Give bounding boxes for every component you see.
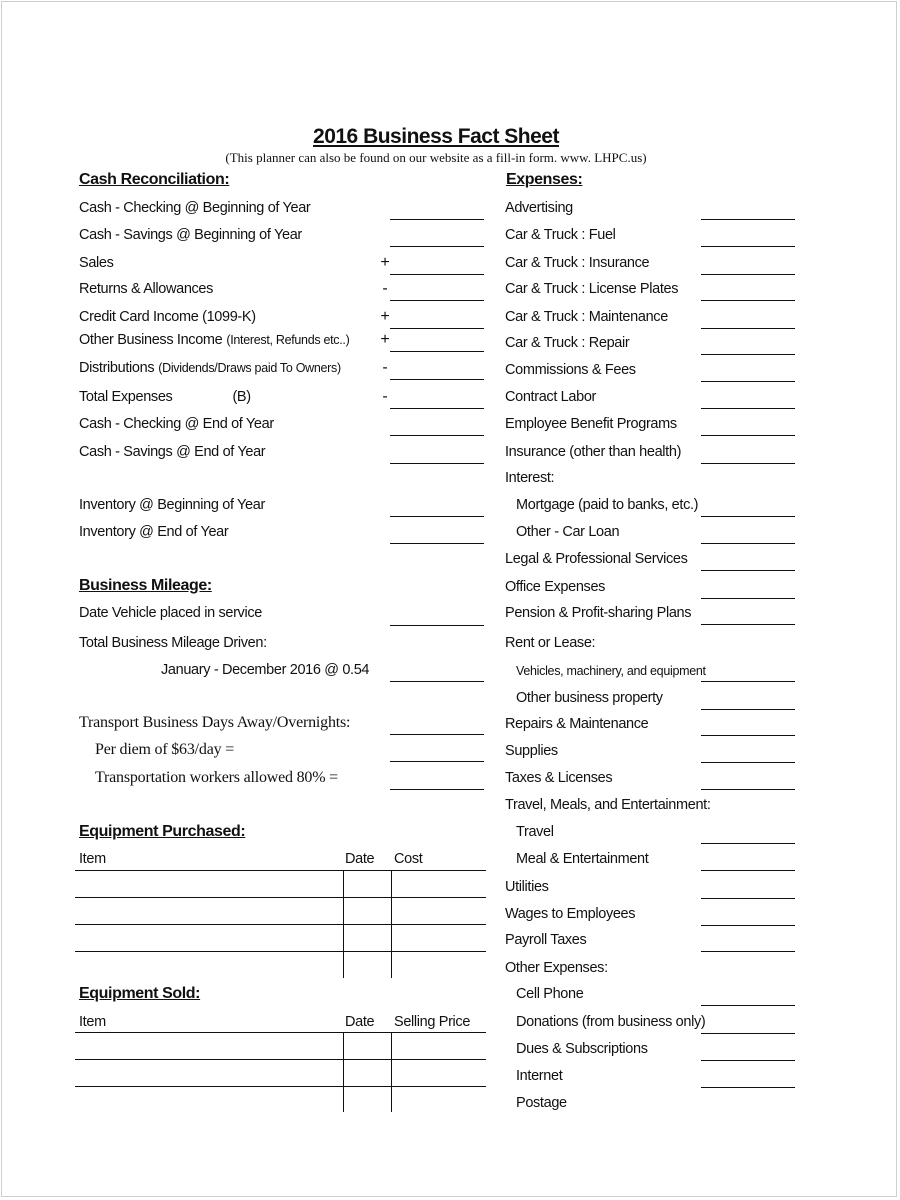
- cash-item-text: Other Business Income: [79, 332, 223, 348]
- expense-item-field[interactable]: [701, 598, 795, 599]
- mileage-rate-field[interactable]: [390, 681, 484, 682]
- expense-item-field[interactable]: [701, 543, 795, 544]
- cash-item-note: (Dividends/Draws paid To Owners): [158, 361, 341, 375]
- expense-item-field[interactable]: [701, 925, 795, 926]
- cash-item-field[interactable]: [390, 516, 484, 517]
- cash-item-field[interactable]: [390, 379, 484, 380]
- cash-item-label: [79, 524, 228, 540]
- date-vehicle-placed-field[interactable]: [390, 625, 484, 626]
- expense-item-field[interactable]: [701, 709, 795, 710]
- cash-item-label: [79, 444, 265, 460]
- expense-item-field[interactable]: [701, 735, 795, 736]
- expense-item-field[interactable]: [701, 1033, 795, 1034]
- expense-item-label: Supplies: [505, 743, 558, 759]
- cash-item-label: [79, 497, 265, 513]
- expense-item-field[interactable]: [701, 1060, 795, 1061]
- sold-col-item: Item: [79, 1014, 106, 1030]
- expense-item-label: Vehicles, machinery, and equipment: [516, 664, 706, 678]
- cash-item-note: (Interest, Refunds etc..): [226, 333, 350, 347]
- total-mileage-label: Total Business Mileage Driven:: [79, 635, 267, 651]
- sold-col-date: Date: [345, 1014, 375, 1030]
- expense-item-label: Wages to Employees: [505, 906, 636, 922]
- cash-item-field[interactable]: [390, 463, 484, 464]
- cash-item-text: Sales: [79, 255, 114, 271]
- expense-item-field[interactable]: [701, 789, 795, 790]
- cash-item-label: [79, 200, 310, 216]
- expense-item-label: Cell Phone: [516, 986, 584, 1002]
- cash-item-text: Cash - Savings @ End of Year: [79, 444, 266, 460]
- expense-item-field[interactable]: [701, 570, 795, 571]
- cash-item-text: Credit Card Income (1099-K): [79, 309, 256, 325]
- cash-item-marker: (B): [232, 389, 251, 405]
- equipment-purchased-heading: Equipment Purchased:: [79, 823, 246, 840]
- cash-item-label: [79, 360, 341, 376]
- purchased-table-line: [75, 870, 486, 871]
- expense-item-field[interactable]: [701, 408, 795, 409]
- transport-workers-field[interactable]: [390, 789, 484, 790]
- cash-reconciliation-heading: Cash Reconciliation:: [79, 171, 230, 188]
- cash-item-text: Total Expenses: [79, 389, 173, 405]
- expense-item-field[interactable]: [701, 246, 795, 247]
- expense-item-field[interactable]: [701, 1005, 795, 1006]
- transport-days-field[interactable]: [390, 734, 484, 735]
- expense-item-label: Other Expenses:: [505, 960, 608, 976]
- cash-item-text: Cash - Savings @ Beginning of Year: [79, 227, 302, 243]
- purchased-table-divider: [391, 870, 392, 978]
- expense-item-field[interactable]: [701, 381, 795, 382]
- expense-item-label: Internet: [516, 1068, 563, 1084]
- cash-item-label: [79, 227, 302, 243]
- purchased-table-row[interactable]: [75, 951, 486, 952]
- cash-item-label: [79, 416, 274, 432]
- cash-item-sign: +: [380, 308, 390, 325]
- expense-item-field[interactable]: [701, 300, 795, 301]
- mileage-rate-label: January - December 2016 @ 0.54: [161, 662, 370, 678]
- expense-item-label: Donations (from business only): [516, 1014, 706, 1030]
- expense-item-field[interactable]: [701, 463, 795, 464]
- cash-item-field[interactable]: [390, 274, 484, 275]
- per-diem-field[interactable]: [390, 761, 484, 762]
- purchased-col-date: Date: [345, 851, 375, 867]
- expense-item-field[interactable]: [701, 762, 795, 763]
- expense-item-field[interactable]: [701, 843, 795, 844]
- expense-item-field[interactable]: [701, 681, 795, 682]
- purchased-col-cost: Cost: [394, 851, 423, 867]
- expense-item-field[interactable]: [701, 898, 795, 899]
- cash-item-sign: +: [380, 331, 390, 348]
- expense-item-field[interactable]: [701, 624, 795, 625]
- cash-item-field[interactable]: [390, 351, 484, 352]
- sold-table-row[interactable]: [75, 1059, 486, 1060]
- cash-item-sign: -: [382, 388, 388, 405]
- expense-item-label: Insurance (other than health): [505, 444, 682, 460]
- cash-item-field[interactable]: [390, 435, 484, 436]
- cash-item-label: [79, 281, 213, 297]
- sold-table-divider: [343, 1032, 344, 1112]
- sold-table-divider: [391, 1032, 392, 1112]
- cash-item-field[interactable]: [390, 219, 484, 220]
- cash-item-field[interactable]: [390, 300, 484, 301]
- expense-item-label: Postage: [516, 1095, 567, 1111]
- expense-item-label: Dues & Subscriptions: [516, 1041, 648, 1057]
- expense-item-field[interactable]: [701, 1087, 795, 1088]
- date-vehicle-placed-label: Date Vehicle placed in service: [79, 605, 262, 621]
- expense-item-label: Commissions & Fees: [505, 362, 636, 378]
- expense-item-label: Pension & Profit-sharing Plans: [505, 605, 692, 621]
- expense-item-label: Rent or Lease:: [505, 635, 596, 651]
- transport-days-label: Transport Business Days Away/Overnights:: [79, 714, 351, 731]
- purchased-table-row[interactable]: [75, 924, 486, 925]
- per-diem-label: Per diem of $63/day =: [95, 741, 235, 758]
- sold-table-row[interactable]: [75, 1086, 486, 1087]
- purchased-table-row[interactable]: [75, 897, 486, 898]
- sold-table-line: [75, 1032, 486, 1033]
- expense-item-label: Travel, Meals, and Entertainment:: [505, 797, 711, 813]
- expense-item-field[interactable]: [701, 328, 795, 329]
- expense-item-label: Meal & Entertainment: [516, 851, 649, 867]
- expense-item-field[interactable]: [701, 951, 795, 952]
- cash-item-sign: -: [382, 359, 388, 376]
- cash-item-field[interactable]: [390, 408, 484, 409]
- expense-item-label: Taxes & Licenses: [505, 770, 613, 786]
- expense-item-label: Car & Truck : License Plates: [505, 281, 679, 297]
- sold-col-selling-price: Selling Price: [394, 1014, 471, 1030]
- expense-item-label: Travel: [516, 824, 554, 840]
- purchased-table-divider: [343, 870, 344, 978]
- cash-item-sign: +: [380, 254, 390, 271]
- expense-item-label: Legal & Professional Services: [505, 551, 688, 567]
- cash-item-text: Cash - Checking @ Beginning of Year: [79, 200, 311, 216]
- cash-item-text: Distributions: [79, 360, 155, 376]
- page-subtitle: (This planner can also be found on our website as a fill-in form. www. LHPC.us): [225, 150, 647, 165]
- expense-item-field[interactable]: [701, 219, 795, 220]
- expense-item-label: Utilities: [505, 879, 549, 895]
- expense-item-label: Repairs & Maintenance: [505, 716, 649, 732]
- expense-item-field[interactable]: [701, 870, 795, 871]
- cash-item-text: Inventory @ End of Year: [79, 524, 229, 540]
- expense-item-label: Employee Benefit Programs: [505, 416, 677, 432]
- cash-item-text: Cash - Checking @ End of Year: [79, 416, 274, 432]
- equipment-sold-heading: Equipment Sold:: [79, 985, 201, 1002]
- cash-item-label: [79, 332, 349, 348]
- purchased-col-item: Item: [79, 851, 106, 867]
- expense-item-label: Car & Truck : Insurance: [505, 255, 650, 271]
- expense-item-label: Other - Car Loan: [516, 524, 620, 540]
- expense-item-label: Other business property: [516, 690, 663, 706]
- expense-item-field[interactable]: [701, 516, 795, 517]
- cash-item-field[interactable]: [390, 328, 484, 329]
- expense-item-field[interactable]: [701, 274, 795, 275]
- business-mileage-heading: Business Mileage:: [79, 577, 212, 594]
- cash-item-label: [79, 255, 114, 271]
- cash-item-field[interactable]: [390, 543, 484, 544]
- expense-item-label: Mortgage (paid to banks, etc.): [516, 497, 699, 513]
- cash-item-sign: -: [382, 280, 388, 297]
- expense-item-label: Interest:: [505, 470, 555, 486]
- cash-item-text: Inventory @ Beginning of Year: [79, 497, 265, 513]
- expense-item-label: Advertising: [505, 200, 573, 216]
- expense-item-label: Car & Truck : Maintenance: [505, 309, 668, 325]
- transport-workers-label: Transportation workers allowed 80% =: [95, 769, 338, 786]
- cash-item-label: [79, 309, 256, 325]
- expense-item-field[interactable]: [701, 354, 795, 355]
- expense-item-label: Car & Truck : Repair: [505, 335, 630, 351]
- cash-item-field[interactable]: [390, 246, 484, 247]
- expense-item-label: Office Expenses: [505, 579, 606, 595]
- cash-item-label: [79, 389, 251, 405]
- page-title: 2016 Business Fact Sheet: [313, 125, 559, 148]
- expense-item-label: Payroll Taxes: [505, 932, 587, 948]
- expense-item-label: Contract Labor: [505, 389, 597, 405]
- expense-item-label: Car & Truck : Fuel: [505, 227, 616, 243]
- cash-item-text: Returns & Allowances: [79, 281, 214, 297]
- expense-item-field[interactable]: [701, 435, 795, 436]
- expenses-heading: Expenses:: [506, 171, 583, 188]
